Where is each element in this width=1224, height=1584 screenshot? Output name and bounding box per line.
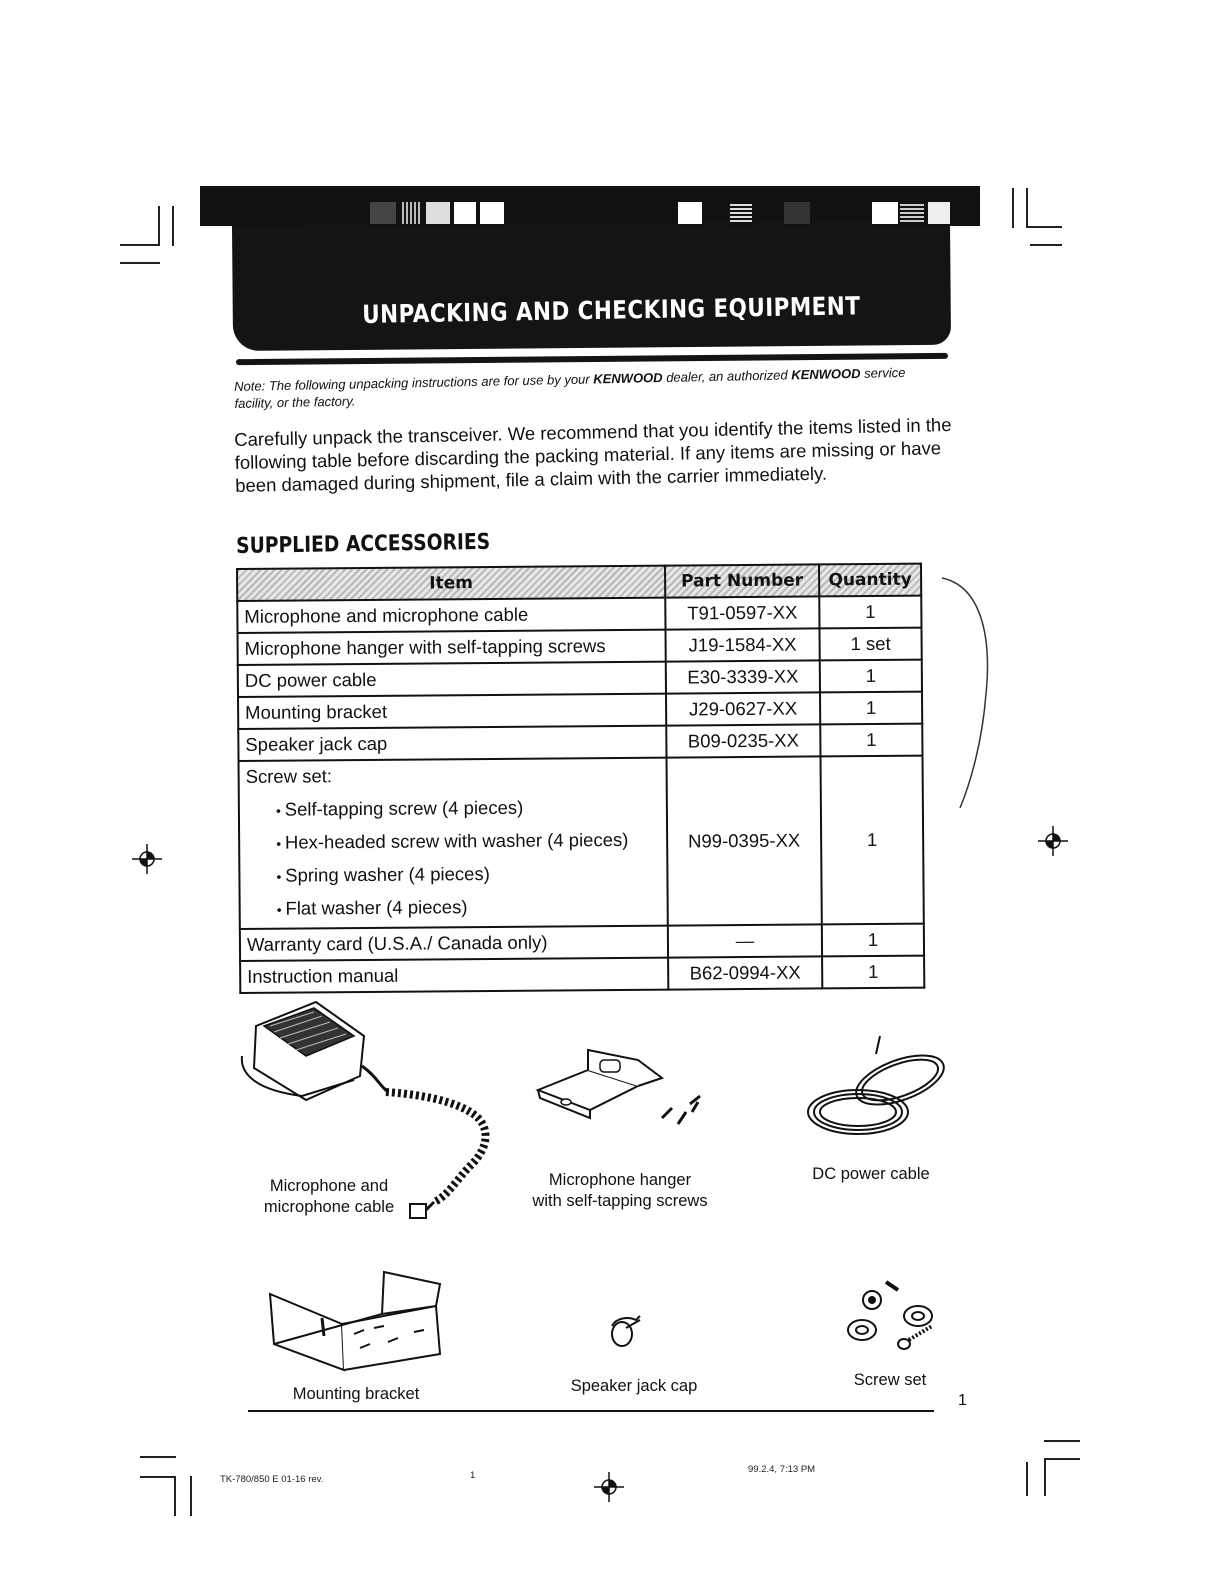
table-row [238, 628, 922, 665]
crop-mark [140, 1476, 176, 1478]
quantity-cell: 1 [822, 956, 924, 989]
column-header-quantity: Quantity [819, 564, 921, 597]
color-bar-patch [676, 200, 704, 226]
table-row-screw-set [239, 756, 924, 929]
crop-mark [190, 1476, 192, 1516]
note-text: service facility, or the factory. [234, 364, 906, 411]
part-number-cell: B62-0994-XX [668, 956, 822, 989]
color-bar-patch [782, 200, 812, 226]
crop-mark [1026, 226, 1062, 228]
item-cell: Mounting bracket [238, 694, 666, 729]
part-number-cell: J29-0627-XX [666, 692, 820, 725]
item-cell: Microphone and microphone cable [237, 598, 665, 633]
screw-set-illustration-icon [846, 1276, 942, 1356]
table-row [238, 692, 922, 729]
footer-page-marker: 1 [470, 1470, 476, 1481]
table-row [238, 660, 922, 697]
quantity-cell: 1 set [819, 628, 921, 661]
accessories-table [236, 563, 929, 994]
hanger-caption: Microphone hanger with self-tapping screws [532, 1171, 708, 1210]
crop-mark [172, 206, 174, 246]
item-cell [239, 758, 668, 929]
mounting-bracket-illustration-icon [264, 1264, 448, 1380]
intro-paragraph: Carefully unpack the transceiver. We recommend that you identify the items listed in the following table before discarding the packing material. If any items are missing or have been damaged during shipment, file a claim with the carrier immediately. [234, 413, 952, 496]
quantity-cell: 1 [820, 660, 922, 693]
color-bar-patch [424, 200, 452, 226]
table-row [237, 596, 921, 633]
table-row [240, 956, 924, 993]
quantity-cell: 1 [822, 924, 924, 957]
color-bar-patch [398, 200, 424, 226]
dc-cable-caption: DC power cable [812, 1165, 930, 1183]
item-cell: Microphone hanger with self-tapping screws [238, 630, 666, 665]
crop-mark [1026, 1462, 1028, 1496]
screw-set-caption: Screw set [853, 1371, 927, 1389]
screw-set-label: Screw set: [245, 765, 333, 787]
part-number-cell: N99-0395-XX [667, 756, 822, 925]
crop-mark [1044, 1440, 1080, 1442]
note-brand: KENWOOD [593, 370, 663, 387]
item-cell: Instruction manual [240, 958, 668, 993]
column-header-part-number: Part Number [665, 564, 819, 597]
item-cell: DC power cable [238, 662, 666, 697]
crop-mark [158, 206, 160, 246]
margin-bracket-mark [940, 574, 1000, 814]
part-number-cell: — [668, 924, 822, 957]
part-number-cell: J19-1584-XX [665, 628, 819, 661]
speaker-jack-cap-illustration-icon [606, 1314, 646, 1348]
color-bar-patch [728, 200, 754, 226]
color-bar-patch [452, 200, 478, 226]
crop-mark [1026, 188, 1028, 228]
screw-set-list [246, 785, 661, 928]
color-bar-patch [898, 200, 926, 226]
registration-mark-icon [1038, 826, 1068, 856]
speaker-jack-cap-caption: Speaker jack cap [570, 1377, 698, 1395]
section-heading: SUPPLIED ACCESSORIES [236, 529, 491, 559]
hanger-illustration-icon [528, 1040, 718, 1130]
footer-file-info: TK-780/850 E 01-16 rev. [220, 1474, 324, 1485]
registration-mark-icon [594, 1472, 624, 1502]
bottom-rule [248, 1410, 934, 1412]
column-header-item: Item [237, 566, 665, 601]
part-number-cell: B09-0235-XX [666, 724, 820, 757]
item-cell: Warranty card (U.S.A./ Canada only) [240, 926, 668, 961]
crop-mark [140, 1456, 176, 1458]
list-item: • Hex-headed screw with washer (4 pieces) [276, 824, 660, 860]
table-row [238, 724, 922, 761]
color-bar-patch [926, 200, 952, 226]
dealer-note [234, 364, 925, 412]
crop-mark [120, 244, 160, 246]
note-brand: KENWOOD [791, 365, 861, 383]
page-title: UNPACKING AND CHECKING EQUIPMENT [362, 291, 861, 329]
table-header-row [237, 564, 921, 601]
crop-mark [1044, 1458, 1080, 1460]
crop-mark [120, 262, 160, 264]
list-item: • Spring washer (4 pieces) [276, 857, 660, 893]
quantity-cell: 1 [820, 692, 922, 725]
registration-mark-icon [132, 844, 162, 874]
quantity-cell: 1 [820, 756, 923, 925]
microphone-caption: Microphone and microphone cable [263, 1177, 395, 1216]
header-band [232, 220, 951, 351]
quantity-cell: 1 [820, 724, 922, 757]
color-bar-patch [870, 200, 900, 226]
mounting-bracket-caption: Mounting bracket [292, 1385, 420, 1403]
crop-mark [174, 1476, 176, 1516]
header-underline [236, 353, 948, 365]
page-number: 1 [958, 1392, 967, 1409]
crop-mark [1044, 1458, 1046, 1496]
dc-cable-illustration-icon [800, 1030, 960, 1140]
part-number-cell: T91-0597-XX [665, 596, 819, 629]
table-row [240, 924, 924, 961]
part-number-cell: E30-3339-XX [666, 660, 820, 693]
item-cell: Speaker jack cap [238, 726, 666, 761]
note-text: The following unpacking instructions are for use by your [268, 371, 590, 394]
note-label: Note: [234, 378, 266, 394]
color-bar-patch [478, 200, 506, 226]
crop-mark [1012, 188, 1014, 228]
note-text: dealer, an authorized [666, 367, 788, 385]
crop-mark [1030, 244, 1062, 246]
list-item: • Self-tapping screw (4 pieces) [276, 791, 660, 827]
color-bar-patch [368, 200, 398, 226]
footer-timestamp: 99.2.4, 7:13 PM [748, 1464, 816, 1475]
list-item: • Flat washer (4 pieces) [277, 890, 661, 926]
quantity-cell: 1 [819, 596, 921, 629]
